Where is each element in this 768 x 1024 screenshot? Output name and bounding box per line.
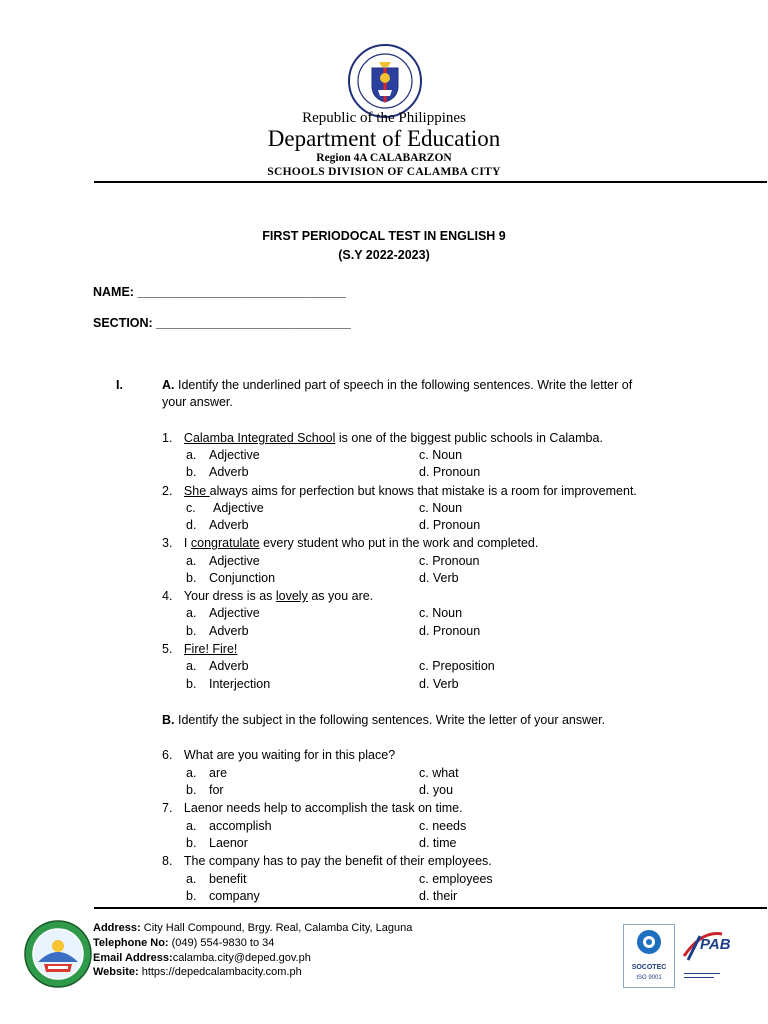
telephone-label: Telephone No:: [93, 937, 169, 949]
option-a-letter[interactable]: a.: [186, 448, 197, 462]
option-a-letter[interactable]: a.: [186, 554, 197, 568]
option-b[interactable]: Adverb: [209, 624, 249, 638]
question-2: [162, 484, 637, 498]
question-text: Laenor needs help to accomplish the task on time.: [183, 801, 463, 815]
region-heading: Region 4A CALABARZON: [316, 152, 452, 164]
option-b-letter[interactable]: b.: [186, 836, 197, 850]
option-c[interactable]: c. needs: [419, 819, 467, 833]
pab-fine-print: [684, 973, 720, 974]
option-d[interactable]: d. their: [419, 889, 458, 903]
question-number: 7.: [162, 801, 173, 815]
option-b-letter[interactable]: b.: [186, 889, 197, 903]
pab-fine-print-2: [684, 977, 714, 978]
option-a-letter[interactable]: c.: [186, 501, 196, 515]
question-text-post: always aims for perfection but knows that mistake is a room for improvement.: [209, 484, 637, 498]
option-a[interactable]: are: [209, 766, 228, 780]
question-3: [162, 536, 538, 550]
name-field[interactable]: NAME: ______________________________: [93, 285, 346, 299]
pab-logo: [678, 926, 731, 984]
deped-seal: [348, 44, 422, 118]
footer-website: [93, 966, 302, 978]
question-underlined: Calamba Integrated School: [183, 431, 336, 445]
option-d[interactable]: d. Verb: [419, 571, 459, 585]
option-b-letter[interactable]: b.: [186, 783, 197, 797]
option-a[interactable]: Adjective: [209, 554, 260, 568]
question-underlined: She: [183, 484, 210, 498]
part-b-instruction: [162, 713, 605, 727]
question-7: [162, 801, 463, 815]
footer-email: [93, 952, 311, 964]
option-d[interactable]: d. Pronoun: [419, 465, 481, 479]
division-heading: SCHOOLS DIVISION OF CALAMBA CITY: [267, 166, 501, 178]
question-text-post: as you are.: [307, 589, 374, 603]
telephone-value: (049) 554-9830 to 34: [168, 937, 275, 949]
option-b[interactable]: Interjection: [209, 677, 271, 691]
option-b-letter[interactable]: b.: [186, 571, 197, 585]
section-field[interactable]: SECTION: ____________________________: [93, 316, 351, 330]
option-b-letter[interactable]: b.: [186, 677, 197, 691]
option-a[interactable]: Adjective: [209, 448, 260, 462]
option-b[interactable]: for: [209, 783, 224, 797]
republic-heading: Republic of the Philippines: [302, 110, 466, 126]
option-a[interactable]: Adjective: [209, 606, 260, 620]
question-8: [162, 854, 492, 868]
department-heading: Department of Education: [267, 126, 501, 151]
question-underlined: Fire! Fire!: [183, 642, 238, 656]
option-c[interactable]: c. what: [419, 766, 459, 780]
option-a[interactable]: Adverb: [209, 659, 249, 673]
option-b-letter[interactable]: b.: [186, 465, 197, 479]
option-a-letter[interactable]: a.: [186, 819, 197, 833]
option-a[interactable]: accomplish: [209, 819, 272, 833]
option-a-letter[interactable]: a.: [186, 766, 197, 780]
question-number: 3.: [162, 536, 173, 550]
socotec-badge: [623, 924, 675, 988]
part-a-instruction-line2: your answer.: [162, 395, 233, 409]
iso-label: ISO 9001: [636, 975, 662, 981]
option-c[interactable]: c. Noun: [419, 606, 463, 620]
option-b[interactable]: Conjunction: [209, 571, 276, 585]
part-b-instruction-text: Identify the subject in the following sentences. Write the letter of your answer.: [174, 713, 606, 727]
option-c[interactable]: c. Noun: [419, 501, 463, 515]
option-d[interactable]: d. Pronoun: [419, 624, 481, 638]
option-a-letter[interactable]: a.: [186, 659, 197, 673]
option-c[interactable]: c. Noun: [419, 448, 463, 462]
website-label: Website:: [93, 966, 139, 978]
question-number: 8.: [162, 854, 173, 868]
option-a-letter[interactable]: a.: [186, 606, 197, 620]
option-b[interactable]: Laenor: [209, 836, 248, 850]
socotec-globe-icon: [624, 925, 674, 959]
email-value[interactable]: calamba.city@deped.gov.ph: [172, 952, 311, 964]
question-6: [162, 748, 395, 762]
option-a-letter[interactable]: a.: [186, 872, 197, 886]
option-b[interactable]: Adverb: [209, 465, 249, 479]
option-c[interactable]: c. Pronoun: [419, 554, 480, 568]
question-underlined: congratulate: [190, 536, 260, 550]
address-label: Address:: [93, 922, 141, 934]
option-d[interactable]: d. Pronoun: [419, 518, 481, 532]
pab-label: PAB: [700, 936, 731, 953]
option-b-letter[interactable]: b.: [186, 624, 197, 638]
school-year: (S.Y 2022-2023): [338, 248, 430, 262]
option-d[interactable]: d. Verb: [419, 677, 459, 691]
question-number: 1.: [162, 431, 173, 445]
question-underlined: lovely: [275, 589, 308, 603]
part-b-letter: B.: [162, 713, 175, 727]
socotec-label: SOCOTEC: [631, 964, 667, 971]
question-text-post: every student who put in the work and completed.: [259, 536, 539, 550]
question-number: 6.: [162, 748, 173, 762]
part-a-instruction: [162, 378, 632, 392]
footer-address: [93, 922, 412, 934]
header-divider: [94, 181, 767, 183]
question-number: 5.: [162, 642, 173, 656]
option-b-letter[interactable]: d.: [186, 518, 197, 532]
option-b[interactable]: company: [209, 889, 260, 903]
option-a[interactable]: benefit: [209, 872, 247, 886]
footer-divider: [94, 907, 767, 909]
question-text: The company has to pay the benefit of their employees.: [183, 854, 492, 868]
question-text-pre: I: [183, 536, 191, 550]
question-number: 2.: [162, 484, 173, 498]
website-value[interactable]: https://depedcalambacity.com.ph: [138, 966, 302, 978]
question-text-pre: Your dress is as: [183, 589, 276, 603]
question-number: 4.: [162, 589, 173, 603]
part-a-instruction-line1: Identify the underlined part of speech in the following sentences. Write the letter of: [174, 378, 633, 392]
question-5: [162, 642, 237, 656]
division-logo: [24, 920, 92, 988]
question-4: [162, 589, 373, 603]
part-roman-numeral: I.: [116, 378, 123, 392]
part-a-letter: A.: [162, 378, 175, 392]
footer-telephone: [93, 937, 274, 949]
option-c[interactable]: c. employees: [419, 872, 493, 886]
question-text-post: is one of the biggest public schools in Calamba.: [335, 431, 603, 445]
email-label: Email Address:: [93, 952, 173, 964]
option-a[interactable]: Adjective: [213, 501, 264, 515]
option-c[interactable]: c. Preposition: [419, 659, 495, 673]
option-d[interactable]: d. you: [419, 783, 454, 797]
address-value: City Hall Compound, Brgy. Real, Calamba City, Laguna: [140, 922, 413, 934]
question-text: What are you waiting for in this place?: [183, 748, 396, 762]
option-b[interactable]: Adverb: [209, 518, 249, 532]
option-d[interactable]: d. time: [419, 836, 457, 850]
test-title: FIRST PERIODOCAL TEST IN ENGLISH 9: [262, 229, 506, 243]
question-1: [162, 431, 603, 445]
